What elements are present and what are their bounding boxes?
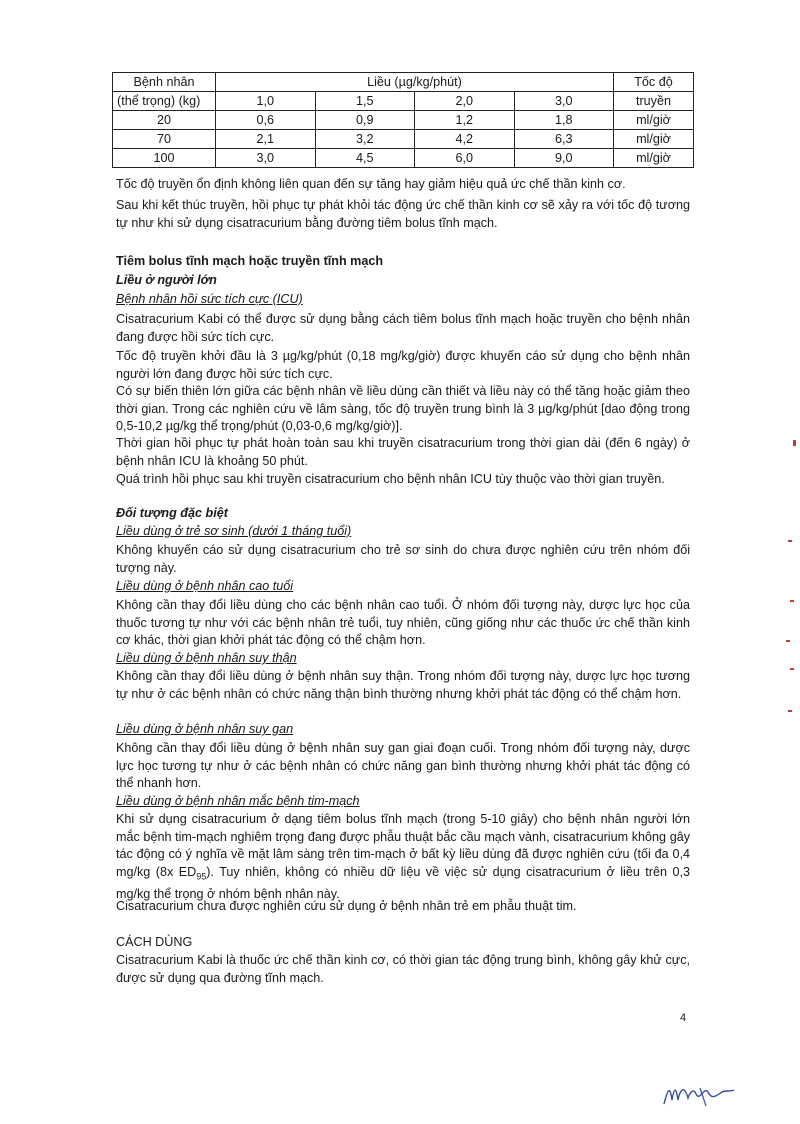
unit-cell: ml/giờ (614, 111, 694, 130)
table-row (113, 111, 694, 130)
rate-subheader: truyền (614, 92, 694, 111)
edge-mark (788, 710, 792, 712)
weight-cell: 70 (113, 130, 216, 149)
value-cell: 2,1 (216, 130, 316, 149)
weight-cell: 100 (113, 149, 216, 168)
dose-column-header: 3,0 (514, 92, 614, 111)
pediatric-paragraph: Cisatracurium chưa được nghiên cứu sử dụng ở bệnh nhân trẻ em phẫu thuật tim. (116, 899, 577, 913)
icu-paragraph-5: Quá trình hồi phục sau khi truyền cisatracurium cho bệnh nhân ICU tùy thuộc vào thời gian truyền. (116, 472, 665, 486)
dose-table (112, 72, 694, 168)
dose-column-header: 1,0 (216, 92, 316, 111)
unit-cell: ml/giờ (614, 130, 694, 149)
dose-header: Liều (µg/kg/phút) (216, 73, 614, 92)
elderly-paragraph: Không cần thay đổi liều dùng cho các bệnh nhân cao tuổi. Ở nhóm đối tượng này, dược lực học của thuốc tương tự như với các bệnh nhân trẻ tuổi, tuy nhiên, cũng giống như các thuốc ức chế thần kinh cơ khác, thời gian khởi phát tác động có thể chậm hơn. (116, 598, 690, 647)
usage-paragraph: Cisatracurium Kabi là thuốc ức chế thần kinh cơ, có thời gian tác động trung bình, không gây khử cực, được sử dụng qua đường tĩnh mạch. (116, 953, 690, 985)
edge-mark (790, 600, 794, 602)
edge-mark (790, 668, 794, 670)
dose-column-header: 1,5 (315, 92, 415, 111)
neonate-paragraph: Không khuyến cáo sử dụng cisatracurium cho trẻ sơ sinh do chưa được nghiên cứu trên nhóm đối tượng này. (116, 543, 690, 575)
neonate-heading: Liều dùng ở trẻ sơ sinh (dưới 1 tháng tuổi) (116, 524, 352, 538)
unit-cell: ml/giờ (614, 149, 694, 168)
page-number: 4 (680, 1012, 687, 1024)
value-cell: 1,8 (514, 111, 614, 130)
icu-paragraph-4: Thời gian hồi phục tự phát hoàn toàn sau khi truyền cisatracurium trong thời gian dài (đến 6 ngày) ở bệnh nhân ICU là khoảng 50 phút. (116, 436, 690, 468)
cardio-heading: Liều dùng ở bệnh nhân mắc bệnh tim-mạch (116, 794, 360, 808)
table-header-row (113, 73, 694, 92)
section-heading: Tiêm bolus tĩnh mạch hoặc truyền tĩnh mạch (116, 254, 384, 268)
recovery-note: Sau khi kết thúc truyền, hồi phục tự phát khỏi tác động ức chế thần kinh cơ sẽ xảy ra với tốc độ tương tự như khi sử dụng cisatracurium bằng đường tiêm bolus tĩnh mạch. (116, 198, 690, 230)
rate-note: Tốc độ truyền ổn định không liên quan đến sự tăng hay giảm hiệu quả ức chế thần kinh cơ. (116, 177, 626, 191)
table-subheader-row (113, 92, 694, 111)
patient-weight-subheader: (thể trọng) (kg) (113, 92, 216, 111)
dose-column-header: 2,0 (415, 92, 515, 111)
table-row (113, 130, 694, 149)
edge-mark (786, 640, 790, 642)
patient-weight-header: Bệnh nhân (113, 73, 216, 92)
cardio-paragraph: Khi sử dụng cisatracurium ở dạng tiêm bolus tĩnh mạch (trong 5-10 giây) cho bệnh nhân người lớn mắc bệnh tim-mạch nghiêm trọng đang được phẫu thuật bắc cầu mạch vành, cisatracurium không gây tác động có ý nghĩa về mặt lâm sàng trên tim-mạch ở bất kỳ liều dùng đã được nghiên cứu (tối đa 0,4 mg/kg (8x $ED_{95}$). Tuy nhiên, không có nhiều dữ liệu về việc sử dụng cisatracurium ở liều trên 0,3 mg/kg thể trọng ở nhóm bệnh nhân này. (116, 812, 690, 901)
usage-heading: CÁCH DÙNG (116, 935, 193, 949)
hepatic-paragraph: Không cần thay đổi liều dùng ở bệnh nhân suy gan giai đoạn cuối. Trong nhóm đối tượng này, dược lực học tương tự như ở các bệnh nhân có chức năng gan bình thường nhưng khởi phát tác động có thể nhanh hơn. (116, 741, 690, 790)
edge-mark (793, 440, 796, 446)
icu-heading: Bệnh nhân hồi sức tích cực (ICU) (116, 292, 303, 306)
value-cell: 1,2 (415, 111, 515, 130)
value-cell: 0,6 (216, 111, 316, 130)
value-cell: 3,0 (216, 149, 316, 168)
edge-mark (788, 540, 792, 542)
rate-header: Tốc độ (614, 73, 694, 92)
weight-cell: 20 (113, 111, 216, 130)
value-cell: 3,2 (315, 130, 415, 149)
icu-paragraph-3: Có sự biến thiên lớn giữa các bệnh nhân về liều dùng cần thiết và liều này có thể tăng hoặc giảm theo thời gian. Trong các nghiên cứu về lâm sàng, tốc độ truyền trung bình là 3 µg/kg/phút [dao động trong 0,5-10,2 µg/kg thể trọng/phút (0,03-0,6 mg/kg/giờ)]. (116, 384, 690, 433)
hepatic-heading: Liều dùng ở bệnh nhân suy gan (116, 722, 294, 736)
icu-paragraph-1: Cisatracurium Kabi có thể được sử dụng bằng cách tiêm bolus tĩnh mạch hoặc truyền cho bệnh nhân đang được hồi sức tích cực. (116, 312, 690, 344)
renal-paragraph: Không cần thay đổi liều dùng ở bệnh nhân suy thận. Trong nhóm đối tượng này, dược lực học tương tự như ở các bệnh nhân có chức năng thận bình thường nhưng khởi phát tác động có thể chậm hơn. (116, 669, 690, 701)
elderly-heading: Liều dùng ở bệnh nhân cao tuổi (116, 579, 294, 593)
value-cell: 4,2 (415, 130, 515, 149)
value-cell: 6,3 (514, 130, 614, 149)
value-cell: 6,0 (415, 149, 515, 168)
value-cell: 9,0 (514, 149, 614, 168)
value-cell: 4,5 (315, 149, 415, 168)
table-row (113, 149, 694, 168)
adult-heading: Liều ở người lớn (116, 273, 217, 287)
value-cell: 0,9 (315, 111, 415, 130)
handwritten-signature (660, 1078, 740, 1112)
icu-paragraph-2: Tốc độ truyền khởi đầu là 3 µg/kg/phút (0,18 mg/kg/giờ) được khuyến cáo sử dụng cho bệnh nhân người lớn đang được hồi sức tích cực. (116, 349, 690, 381)
special-heading: Đối tượng đặc biệt (116, 506, 228, 520)
renal-heading: Liều dùng ở bệnh nhân suy thận (116, 651, 297, 665)
